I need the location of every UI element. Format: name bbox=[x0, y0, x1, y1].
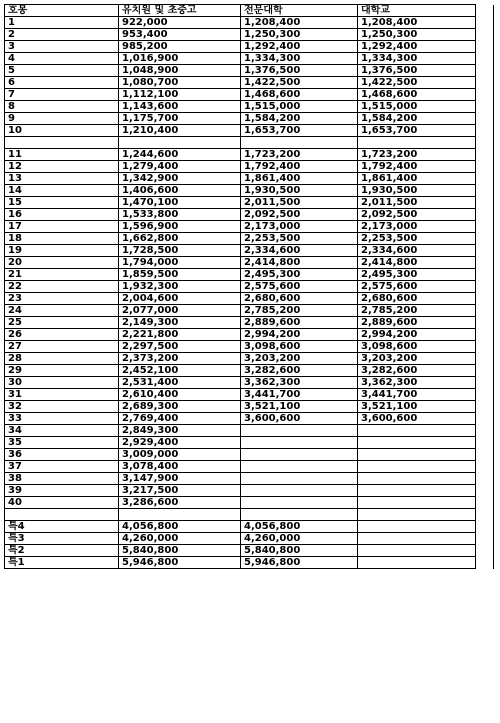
cell-university[interactable]: 2,334,600 bbox=[358, 245, 476, 257]
table-row bbox=[5, 461, 494, 473]
cell-college[interactable]: 3,441,700 bbox=[241, 389, 358, 401]
cell-step[interactable]: 27 bbox=[5, 341, 119, 353]
cell-school[interactable]: 2,689,300 bbox=[119, 401, 241, 413]
cell-school[interactable]: 1,175,700 bbox=[119, 113, 241, 125]
table-row bbox=[5, 173, 494, 185]
cell-school[interactable]: 1,406,600 bbox=[119, 185, 241, 197]
table-row bbox=[5, 17, 494, 29]
cell-step[interactable]: 21 bbox=[5, 269, 119, 281]
cell-step[interactable]: 18 bbox=[5, 233, 119, 245]
cell-university[interactable]: 3,521,100 bbox=[358, 401, 476, 413]
cell-school[interactable]: 1,244,600 bbox=[119, 149, 241, 161]
table-row bbox=[5, 41, 494, 53]
cell-school[interactable]: 5,840,800 bbox=[119, 545, 241, 557]
cell-step[interactable]: 28 bbox=[5, 353, 119, 365]
cell-school[interactable]: 1,662,800 bbox=[119, 233, 241, 245]
cell-step[interactable]: 특1 bbox=[5, 557, 119, 569]
empty-cell[interactable] bbox=[476, 293, 494, 305]
table-row bbox=[5, 209, 494, 221]
cell-university[interactable] bbox=[358, 473, 476, 485]
table-row bbox=[5, 389, 494, 401]
cell-step[interactable]: 5 bbox=[5, 65, 119, 77]
empty-cell[interactable] bbox=[476, 65, 494, 77]
empty-cell[interactable] bbox=[476, 389, 494, 401]
cell-college[interactable]: 1,292,400 bbox=[241, 41, 358, 53]
table-row bbox=[5, 353, 494, 365]
empty-cell[interactable] bbox=[476, 137, 494, 149]
cell-step[interactable]: 14 bbox=[5, 185, 119, 197]
table-row bbox=[5, 89, 494, 101]
cell-step[interactable]: 10 bbox=[5, 125, 119, 137]
cell-school[interactable]: 1,143,600 bbox=[119, 101, 241, 113]
cell-school[interactable]: 1,016,900 bbox=[119, 53, 241, 65]
empty-cell[interactable] bbox=[476, 29, 494, 41]
cell-step[interactable]: 35 bbox=[5, 437, 119, 449]
empty-cell[interactable] bbox=[476, 257, 494, 269]
cell-college[interactable]: 2,253,500 bbox=[241, 233, 358, 245]
cell-college[interactable] bbox=[241, 485, 358, 497]
table-row bbox=[5, 449, 494, 461]
empty-cell[interactable] bbox=[476, 521, 494, 533]
cell-college[interactable]: 2,011,500 bbox=[241, 197, 358, 209]
empty-cell[interactable] bbox=[476, 545, 494, 557]
cell-school[interactable]: 3,009,000 bbox=[119, 449, 241, 461]
header-university[interactable]: 대학교 bbox=[358, 5, 476, 17]
table-row bbox=[5, 533, 494, 545]
table-row bbox=[5, 65, 494, 77]
cell-school[interactable]: 1,210,400 bbox=[119, 125, 241, 137]
cell-step[interactable]: 34 bbox=[5, 425, 119, 437]
cell-college[interactable]: 2,575,600 bbox=[241, 281, 358, 293]
table-row bbox=[5, 329, 494, 341]
cell-school[interactable]: 4,056,800 bbox=[119, 521, 241, 533]
cell-step[interactable]: 4 bbox=[5, 53, 119, 65]
cell-university[interactable]: 2,889,600 bbox=[358, 317, 476, 329]
empty-cell[interactable] bbox=[476, 281, 494, 293]
empty-cell[interactable] bbox=[476, 89, 494, 101]
empty-cell[interactable] bbox=[476, 221, 494, 233]
empty-cell[interactable] bbox=[476, 341, 494, 353]
cell-school[interactable]: 2,004,600 bbox=[119, 293, 241, 305]
cell-college[interactable]: 1,861,400 bbox=[241, 173, 358, 185]
table-row bbox=[5, 185, 494, 197]
cell-step[interactable]: 7 bbox=[5, 89, 119, 101]
cell-college[interactable]: 3,521,100 bbox=[241, 401, 358, 413]
table-row bbox=[5, 125, 494, 137]
cell-school[interactable]: 1,794,000 bbox=[119, 257, 241, 269]
cell-college[interactable]: 4,056,800 bbox=[241, 521, 358, 533]
cell-university[interactable]: 3,362,300 bbox=[358, 377, 476, 389]
cell-college[interactable]: 1,250,300 bbox=[241, 29, 358, 41]
cell-step[interactable]: 19 bbox=[5, 245, 119, 257]
cell-step[interactable]: 16 bbox=[5, 209, 119, 221]
table-row bbox=[5, 197, 494, 209]
empty-cell[interactable] bbox=[476, 449, 494, 461]
cell-college[interactable] bbox=[241, 509, 358, 521]
cell-college[interactable]: 4,260,000 bbox=[241, 533, 358, 545]
empty-cell[interactable] bbox=[476, 233, 494, 245]
empty-cell[interactable] bbox=[476, 413, 494, 425]
cell-school[interactable]: 2,610,400 bbox=[119, 389, 241, 401]
empty-cell[interactable] bbox=[476, 317, 494, 329]
table-row bbox=[5, 77, 494, 89]
empty-cell[interactable] bbox=[476, 101, 494, 113]
cell-school[interactable]: 3,147,900 bbox=[119, 473, 241, 485]
table-row bbox=[5, 269, 494, 281]
table-row bbox=[5, 401, 494, 413]
cell-university[interactable] bbox=[358, 137, 476, 149]
cell-university[interactable]: 2,495,300 bbox=[358, 269, 476, 281]
cell-university[interactable]: 1,208,400 bbox=[358, 17, 476, 29]
cell-college[interactable]: 3,600,600 bbox=[241, 413, 358, 425]
cell-college[interactable]: 3,362,300 bbox=[241, 377, 358, 389]
cell-university[interactable]: 2,253,500 bbox=[358, 233, 476, 245]
cell-college[interactable] bbox=[241, 425, 358, 437]
cell-university[interactable]: 1,422,500 bbox=[358, 77, 476, 89]
cell-school[interactable]: 2,452,100 bbox=[119, 365, 241, 377]
cell-college[interactable]: 2,889,600 bbox=[241, 317, 358, 329]
cell-step[interactable]: 40 bbox=[5, 497, 119, 509]
cell-step[interactable]: 17 bbox=[5, 221, 119, 233]
empty-cell[interactable] bbox=[476, 497, 494, 509]
cell-school[interactable] bbox=[119, 509, 241, 521]
cell-university[interactable]: 1,250,300 bbox=[358, 29, 476, 41]
cell-school[interactable]: 922,000 bbox=[119, 17, 241, 29]
cell-step[interactable]: 26 bbox=[5, 329, 119, 341]
cell-school[interactable]: 2,769,400 bbox=[119, 413, 241, 425]
table-row bbox=[5, 485, 494, 497]
cell-school[interactable]: 2,531,400 bbox=[119, 377, 241, 389]
cell-college[interactable] bbox=[241, 461, 358, 473]
empty-cell[interactable] bbox=[476, 17, 494, 29]
table-row bbox=[5, 245, 494, 257]
empty-cell[interactable] bbox=[476, 401, 494, 413]
cell-school[interactable]: 2,149,300 bbox=[119, 317, 241, 329]
cell-university[interactable]: 1,653,700 bbox=[358, 125, 476, 137]
cell-university[interactable] bbox=[358, 425, 476, 437]
cell-step[interactable]: 12 bbox=[5, 161, 119, 173]
cell-university[interactable]: 3,098,600 bbox=[358, 341, 476, 353]
cell-step[interactable]: 13 bbox=[5, 173, 119, 185]
empty-cell[interactable] bbox=[476, 425, 494, 437]
empty-cell[interactable] bbox=[476, 209, 494, 221]
cell-school[interactable]: 3,286,600 bbox=[119, 497, 241, 509]
table-row bbox=[5, 341, 494, 353]
cell-university[interactable]: 2,680,600 bbox=[358, 293, 476, 305]
cell-university[interactable]: 3,441,700 bbox=[358, 389, 476, 401]
cell-school[interactable]: 1,533,800 bbox=[119, 209, 241, 221]
header-college[interactable]: 전문대학 bbox=[241, 5, 358, 17]
empty-cell[interactable] bbox=[476, 485, 494, 497]
cell-university[interactable] bbox=[358, 485, 476, 497]
salary-table-sheet bbox=[4, 4, 494, 569]
empty-cell[interactable] bbox=[476, 305, 494, 317]
empty-cell[interactable] bbox=[476, 197, 494, 209]
cell-university[interactable]: 2,414,800 bbox=[358, 257, 476, 269]
cell-school[interactable]: 985,200 bbox=[119, 41, 241, 53]
cell-college[interactable] bbox=[241, 137, 358, 149]
empty-cell[interactable] bbox=[476, 377, 494, 389]
empty-cell[interactable] bbox=[476, 269, 494, 281]
cell-university[interactable] bbox=[358, 509, 476, 521]
cell-step[interactable]: 22 bbox=[5, 281, 119, 293]
cell-school[interactable]: 1,470,100 bbox=[119, 197, 241, 209]
cell-college[interactable] bbox=[241, 473, 358, 485]
cell-college[interactable]: 1,515,000 bbox=[241, 101, 358, 113]
cell-university[interactable] bbox=[358, 533, 476, 545]
cell-step[interactable]: 39 bbox=[5, 485, 119, 497]
cell-college[interactable]: 2,414,800 bbox=[241, 257, 358, 269]
cell-step[interactable]: 특2 bbox=[5, 545, 119, 557]
cell-university[interactable] bbox=[358, 437, 476, 449]
empty-cell[interactable] bbox=[476, 125, 494, 137]
table-row bbox=[5, 149, 494, 161]
cell-university[interactable]: 2,785,200 bbox=[358, 305, 476, 317]
table-row bbox=[5, 293, 494, 305]
cell-university[interactable]: 1,292,400 bbox=[358, 41, 476, 53]
cell-university[interactable]: 2,092,500 bbox=[358, 209, 476, 221]
cell-step[interactable]: 25 bbox=[5, 317, 119, 329]
cell-university[interactable]: 3,600,600 bbox=[358, 413, 476, 425]
cell-college[interactable]: 5,840,800 bbox=[241, 545, 358, 557]
cell-school[interactable]: 3,078,400 bbox=[119, 461, 241, 473]
cell-university[interactable] bbox=[358, 461, 476, 473]
table-row bbox=[5, 233, 494, 245]
cell-college[interactable]: 1,930,500 bbox=[241, 185, 358, 197]
empty-cell[interactable] bbox=[476, 185, 494, 197]
empty-cell[interactable] bbox=[476, 473, 494, 485]
cell-step[interactable]: 특3 bbox=[5, 533, 119, 545]
cell-college[interactable]: 1,208,400 bbox=[241, 17, 358, 29]
table-row bbox=[5, 29, 494, 41]
cell-college[interactable]: 1,723,200 bbox=[241, 149, 358, 161]
cell-school[interactable] bbox=[119, 137, 241, 149]
cell-step[interactable]: 31 bbox=[5, 389, 119, 401]
cell-university[interactable] bbox=[358, 497, 476, 509]
table-body bbox=[5, 5, 494, 569]
cell-university[interactable]: 2,575,600 bbox=[358, 281, 476, 293]
cell-university[interactable]: 1,861,400 bbox=[358, 173, 476, 185]
table-row bbox=[5, 557, 494, 569]
cell-college[interactable]: 1,584,200 bbox=[241, 113, 358, 125]
table-row bbox=[5, 365, 494, 377]
cell-school[interactable]: 2,297,500 bbox=[119, 341, 241, 353]
empty-cell[interactable] bbox=[476, 113, 494, 125]
cell-school[interactable]: 2,373,200 bbox=[119, 353, 241, 365]
cell-school[interactable]: 1,596,900 bbox=[119, 221, 241, 233]
cell-school[interactable]: 2,221,800 bbox=[119, 329, 241, 341]
table-row bbox=[5, 425, 494, 437]
cell-college[interactable]: 1,376,500 bbox=[241, 65, 358, 77]
table-row bbox=[5, 497, 494, 509]
cell-college[interactable]: 2,334,600 bbox=[241, 245, 358, 257]
cell-college[interactable] bbox=[241, 449, 358, 461]
table-row bbox=[5, 545, 494, 557]
cell-university[interactable]: 3,282,600 bbox=[358, 365, 476, 377]
cell-step[interactable]: 38 bbox=[5, 473, 119, 485]
table-row bbox=[5, 509, 494, 521]
table-row bbox=[5, 317, 494, 329]
cell-university[interactable]: 1,723,200 bbox=[358, 149, 476, 161]
table-row bbox=[5, 257, 494, 269]
cell-school[interactable]: 953,400 bbox=[119, 29, 241, 41]
cell-college[interactable]: 3,098,600 bbox=[241, 341, 358, 353]
header-step[interactable]: 호봉 bbox=[5, 5, 119, 17]
cell-college[interactable]: 1,422,500 bbox=[241, 77, 358, 89]
empty-cell[interactable] bbox=[476, 353, 494, 365]
table-row bbox=[5, 521, 494, 533]
cell-university[interactable]: 1,334,300 bbox=[358, 53, 476, 65]
header-school[interactable]: 유치원 및 초중고 bbox=[119, 5, 241, 17]
cell-step[interactable]: 9 bbox=[5, 113, 119, 125]
cell-university[interactable]: 1,468,600 bbox=[358, 89, 476, 101]
cell-college[interactable]: 5,946,800 bbox=[241, 557, 358, 569]
table-row bbox=[5, 53, 494, 65]
cell-university[interactable] bbox=[358, 449, 476, 461]
cell-step[interactable]: 2 bbox=[5, 29, 119, 41]
header-row bbox=[5, 5, 494, 17]
empty-cell[interactable] bbox=[476, 161, 494, 173]
cell-school[interactable]: 1,279,400 bbox=[119, 161, 241, 173]
cell-school[interactable]: 1,932,300 bbox=[119, 281, 241, 293]
cell-step[interactable]: 32 bbox=[5, 401, 119, 413]
table-row bbox=[5, 221, 494, 233]
cell-university[interactable] bbox=[358, 545, 476, 557]
table-row bbox=[5, 305, 494, 317]
cell-step[interactable]: 23 bbox=[5, 293, 119, 305]
cell-school[interactable]: 3,217,500 bbox=[119, 485, 241, 497]
cell-step[interactable]: 8 bbox=[5, 101, 119, 113]
table-row bbox=[5, 377, 494, 389]
cell-step[interactable]: 3 bbox=[5, 41, 119, 53]
empty-cell[interactable] bbox=[476, 77, 494, 89]
cell-college[interactable]: 1,653,700 bbox=[241, 125, 358, 137]
empty-cell[interactable] bbox=[476, 149, 494, 161]
empty-cell[interactable] bbox=[476, 509, 494, 521]
cell-college[interactable]: 2,173,000 bbox=[241, 221, 358, 233]
empty-cell[interactable] bbox=[476, 5, 494, 17]
empty-cell[interactable] bbox=[476, 557, 494, 569]
table-row bbox=[5, 137, 494, 149]
cell-college[interactable]: 2,092,500 bbox=[241, 209, 358, 221]
cell-school[interactable]: 1,728,500 bbox=[119, 245, 241, 257]
cell-step[interactable] bbox=[5, 137, 119, 149]
table-row bbox=[5, 413, 494, 425]
cell-university[interactable]: 1,376,500 bbox=[358, 65, 476, 77]
empty-cell[interactable] bbox=[476, 461, 494, 473]
cell-step[interactable]: 6 bbox=[5, 77, 119, 89]
cell-college[interactable] bbox=[241, 497, 358, 509]
table-row bbox=[5, 113, 494, 125]
cell-college[interactable]: 2,680,600 bbox=[241, 293, 358, 305]
cell-school[interactable]: 1,859,500 bbox=[119, 269, 241, 281]
empty-cell[interactable] bbox=[476, 53, 494, 65]
cell-university[interactable]: 2,994,200 bbox=[358, 329, 476, 341]
cell-school[interactable]: 1,342,900 bbox=[119, 173, 241, 185]
cell-step[interactable]: 11 bbox=[5, 149, 119, 161]
cell-university[interactable] bbox=[358, 557, 476, 569]
cell-step[interactable]: 1 bbox=[5, 17, 119, 29]
cell-step[interactable]: 24 bbox=[5, 305, 119, 317]
empty-cell[interactable] bbox=[476, 329, 494, 341]
cell-college[interactable]: 3,282,600 bbox=[241, 365, 358, 377]
cell-college[interactable]: 3,203,200 bbox=[241, 353, 358, 365]
cell-university[interactable]: 1,515,000 bbox=[358, 101, 476, 113]
cell-college[interactable]: 1,468,600 bbox=[241, 89, 358, 101]
cell-college[interactable]: 2,994,200 bbox=[241, 329, 358, 341]
cell-step[interactable] bbox=[5, 509, 119, 521]
cell-step[interactable]: 15 bbox=[5, 197, 119, 209]
cell-college[interactable]: 1,792,400 bbox=[241, 161, 358, 173]
cell-college[interactable] bbox=[241, 437, 358, 449]
salary-table bbox=[4, 4, 494, 569]
cell-school[interactable]: 1,080,700 bbox=[119, 77, 241, 89]
cell-university[interactable]: 2,011,500 bbox=[358, 197, 476, 209]
cell-college[interactable]: 2,785,200 bbox=[241, 305, 358, 317]
cell-university[interactable]: 2,173,000 bbox=[358, 221, 476, 233]
cell-university[interactable] bbox=[358, 521, 476, 533]
cell-university[interactable]: 1,792,400 bbox=[358, 161, 476, 173]
cell-school[interactable]: 5,946,800 bbox=[119, 557, 241, 569]
empty-cell[interactable] bbox=[476, 245, 494, 257]
cell-college[interactable]: 2,495,300 bbox=[241, 269, 358, 281]
cell-school[interactable]: 1,112,100 bbox=[119, 89, 241, 101]
empty-cell[interactable] bbox=[476, 533, 494, 545]
cell-school[interactable]: 1,048,900 bbox=[119, 65, 241, 77]
empty-cell[interactable] bbox=[476, 173, 494, 185]
cell-step[interactable]: 특4 bbox=[5, 521, 119, 533]
cell-step[interactable]: 20 bbox=[5, 257, 119, 269]
cell-step[interactable]: 36 bbox=[5, 449, 119, 461]
cell-school[interactable]: 4,260,000 bbox=[119, 533, 241, 545]
cell-school[interactable]: 2,849,300 bbox=[119, 425, 241, 437]
cell-step[interactable]: 29 bbox=[5, 365, 119, 377]
cell-step[interactable]: 37 bbox=[5, 461, 119, 473]
cell-college[interactable]: 1,334,300 bbox=[241, 53, 358, 65]
cell-school[interactable]: 2,077,000 bbox=[119, 305, 241, 317]
table-row bbox=[5, 161, 494, 173]
table-row bbox=[5, 281, 494, 293]
empty-cell[interactable] bbox=[476, 41, 494, 53]
cell-school[interactable]: 2,929,400 bbox=[119, 437, 241, 449]
table-row bbox=[5, 101, 494, 113]
empty-cell[interactable] bbox=[476, 365, 494, 377]
cell-university[interactable]: 1,584,200 bbox=[358, 113, 476, 125]
cell-university[interactable]: 3,203,200 bbox=[358, 353, 476, 365]
cell-university[interactable]: 1,930,500 bbox=[358, 185, 476, 197]
table-row bbox=[5, 437, 494, 449]
cell-step[interactable]: 30 bbox=[5, 377, 119, 389]
empty-cell[interactable] bbox=[476, 437, 494, 449]
cell-step[interactable]: 33 bbox=[5, 413, 119, 425]
table-row bbox=[5, 473, 494, 485]
